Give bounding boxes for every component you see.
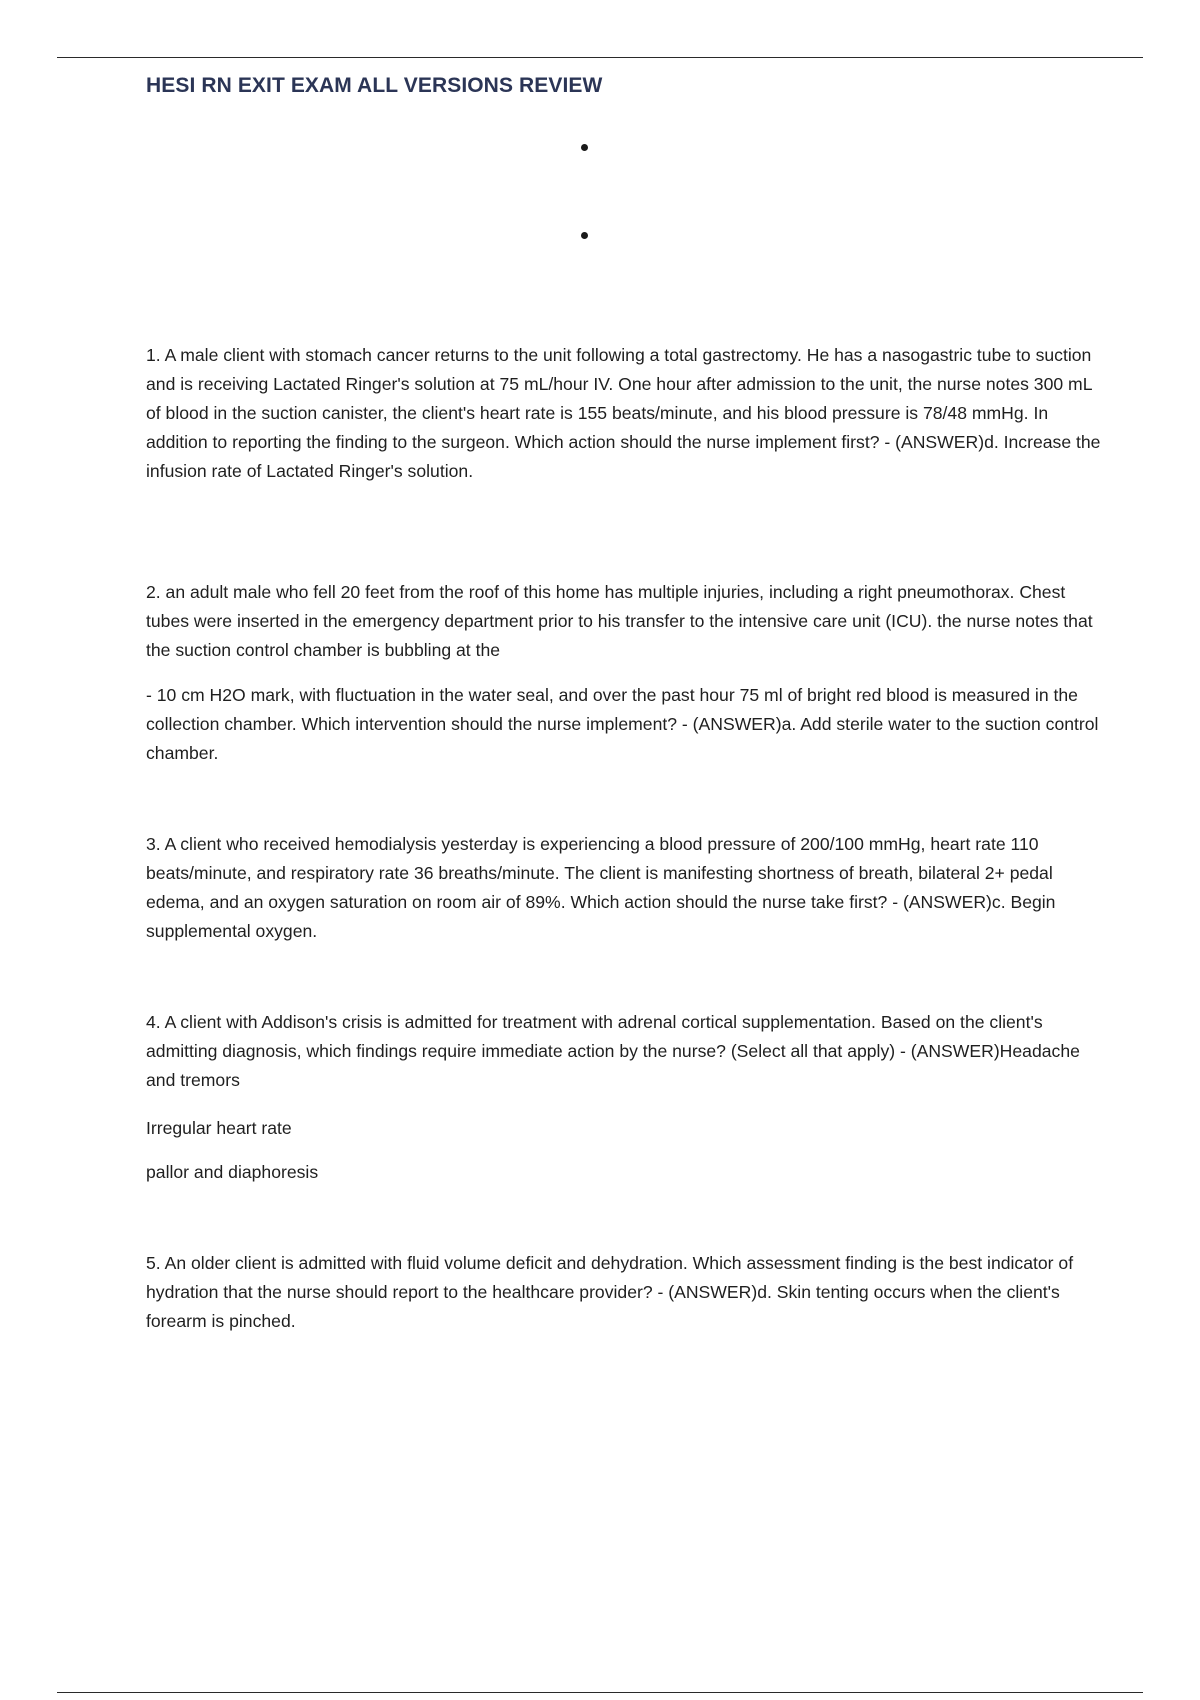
question-4-answer-item: pallor and diaphoresis (146, 1162, 319, 1182)
bullet-point (581, 144, 588, 151)
footer-rule (57, 1692, 1143, 1693)
question-1: 1. A male client with stomach cancer returns to the unit following a total gastrectomy. He has a nasogastric tube to suction and is receiving Lactated Ringer's solution at 75 mL/hour IV. One hour after admission to the unit, the nurse notes 300 mL of blood in the suction canister, the client's heart rate is 155 beats/minute, and his blood pressure is 78/48 mmHg. In addition to reporting the finding to the surgeon. Which action should the nurse implement first? - (ANSWER)d. Increase the infusion rate of Lactated Ringer's solution. (146, 345, 1101, 481)
question-4: 4. A client with Addison's crisis is admitted for treatment with adrenal cortical supplementation. Based on the client's admitting diagnosis, which findings require immediate action by the nurse? (Select all that apply) - (ANSWER)Headache and tremors (146, 1012, 1080, 1090)
question-3: 3. A client who received hemodialysis yesterday is experiencing a blood pressure of 200/100 mmHg, heart rate 110 beats/minute, and respiratory rate 36 breaths/minute. The client is manifesting shortness of breath, bilateral 2+ pedal edema, and an oxygen saturation on room air of 89%. Which action should the nurse take first? - (ANSWER)c. Begin supplemental oxygen. (146, 834, 1056, 941)
question-2: 2. an adult male who fell 20 feet from the roof of this home has multiple injuries, including a right pneumothorax. Chest tubes were inserted in the emergency department prior to his transfer to the intensive care unit (ICU). the nurse notes that the suction control chamber is bubbling at the (146, 582, 1093, 660)
header-rule (57, 57, 1143, 58)
bullet-point (581, 232, 588, 239)
document-title: HESI RN EXIT EXAM ALL VERSIONS REVIEW (146, 74, 603, 97)
question-2-continuation: - 10 cm H2O mark, with fluctuation in the water seal, and over the past hour 75 ml of bright red blood is measured in the collection chamber. Which intervention should the nurse implement? - (ANSWER)a. Add sterile water to the suction control chamber. (146, 685, 1099, 763)
question-4-answer-item: Irregular heart rate (146, 1118, 292, 1138)
question-5: 5. An older client is admitted with fluid volume deficit and dehydration. Which assessment finding is the best indicator of hydration that the nurse should report to the healthcare provider? - (ANSWER)d. Skin tenting occurs when the client's forearm is pinched. (146, 1253, 1074, 1331)
